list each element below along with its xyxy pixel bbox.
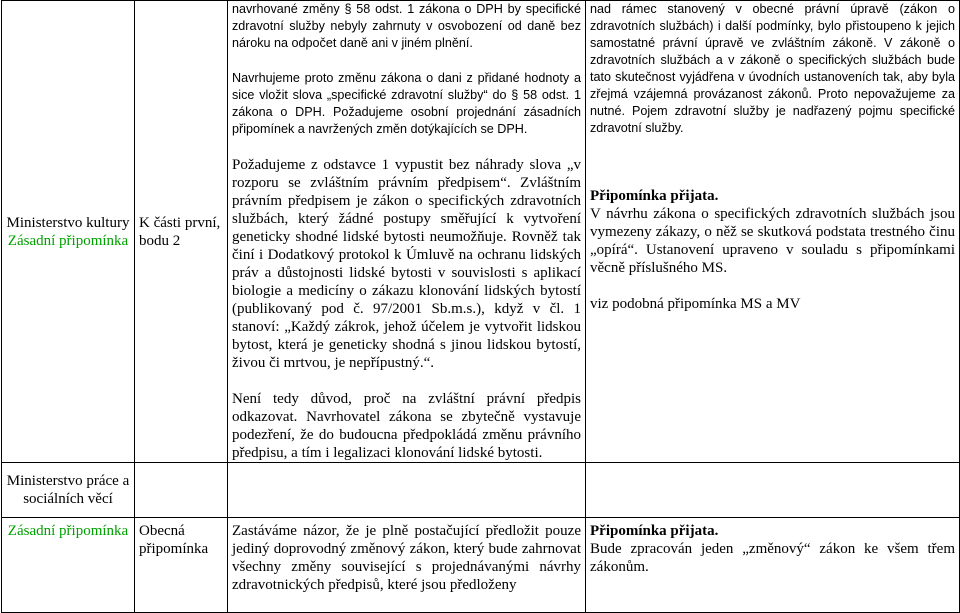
org-cell xyxy=(2,1,135,463)
resolution-cell xyxy=(586,1,960,463)
comment-paragraph: Požadujeme z odstavce 1 vypustit bez náhrady slova „v rozporu se zvláštním právním předpisem“. Zvláštním právním předpisem je zákon o specifických zdravotních službách, který žádné postupy směřující k vytvoření geneticky shodné lidské bytosti neumožňuje. Rovněž tak činí i Dodatkový protokol k Úmluvě na ochranu lidských práv a důstojnosti lidské bytosti v souvislosti s aplikací biologie a medicíny o zákazu klonování lidských bytostí (publikovaný pod č. 97/2001 Sb.m.s.), když v čl. 1 stanoví: „Každý zákrok, jehož účelem je vytvořit lidskou bytost, která je geneticky shodná s jinou lidskou bytostí, živou či mrtvou, je nepřípustný.“. xyxy=(232,157,581,371)
part-reference: Obecná připomínka xyxy=(139,523,209,557)
comment-cell xyxy=(228,518,586,613)
resolution-heading: Připomínka přijata. xyxy=(590,523,719,539)
part-cell xyxy=(135,518,228,613)
comment-paragraph: navrhované změny § 58 odst. 1 zákona o DPH by specifické zdravotní služby nebyly zahrnuty v osvobození od daně bez nároku na odpočet daně ani v jiném plnění. xyxy=(232,2,581,50)
empty-cell xyxy=(135,463,228,518)
resolution-paragraph: viz podobná připomínka MS a MV xyxy=(590,296,801,312)
org-name: Ministerstvo kultury xyxy=(6,214,130,231)
part-reference: K části první, bodu 2 xyxy=(139,214,221,249)
resolution-paragraph: V návrhu zákona o specifických zdravotních službách jsou vymezeny zákazy, o něž se skutková podstata trestného činu „opírá“. Ustanovení upraveno v souladu s připomínkami věcně příslušného MS. xyxy=(590,206,955,276)
table-row xyxy=(2,463,960,518)
table-row xyxy=(2,518,960,613)
comment-paragraph: Zastáváme názor, že je plně postačující předložit pouze jediný doprovodný změnový zákon, který bude zahrnovat všechny změny související s projednávanými návrhy zdravotnických předpisů, které jsou předloženy xyxy=(232,523,581,593)
comment-paragraph: Navrhujeme proto změnu zákona o dani z přidané hodnoty a sice vložit slova „specifické zdravotní služby“ do § 58 odst. 1 zákona o DPH. Požadujeme osobní projednání zásadních připomínek a navržených změn dotýkajících se DPH. xyxy=(232,71,581,136)
comments-table xyxy=(1,0,960,613)
resolution-paragraph: nad rámec stanovený v obecné právní úpravě (zákon o zdravotních službách) i další podmínky, bylo přistoupeno k jejich samostatné právní úpravě ve zvláštním zákoně. V zákoně o zdravotních službách a v zákoně o specifických službách bude tato skutečnost vyjádřena v úvodních ustanoveních tak, aby byla zřejmá vzájemná provázanost zákonů. Proto nepovažujeme za nutné. Pojem zdravotní služby je nadřazený pojmu specifické zdravotní služby. xyxy=(590,2,955,135)
org-cell xyxy=(2,518,135,613)
org-name: Ministerstvo práce a sociálních věcí xyxy=(6,473,130,507)
resolution-cell xyxy=(586,518,960,613)
comment-type: Zásadní připomínka xyxy=(7,232,129,249)
table-row xyxy=(2,1,960,463)
empty-cell xyxy=(228,463,586,518)
resolution-paragraph: Bude zpracován jeden „změnový“ zákon ke všem třem zákonům. xyxy=(590,541,955,575)
empty-cell xyxy=(586,463,960,518)
comment-cell xyxy=(228,1,586,463)
org-cell xyxy=(2,463,135,518)
part-cell xyxy=(135,1,228,463)
resolution-heading: Připomínka přijata. xyxy=(590,188,719,204)
comment-paragraph: Není tedy důvod, proč na zvláštní právní předpis odkazovat. Navrhovatel zákona se zbytečně vystavuje podezření, že do budoucna předpokládá změnu právního předpisu, a tím i legalizaci klonování lidské bytosti. xyxy=(232,391,581,461)
comment-type: Zásadní připomínka xyxy=(7,523,129,539)
